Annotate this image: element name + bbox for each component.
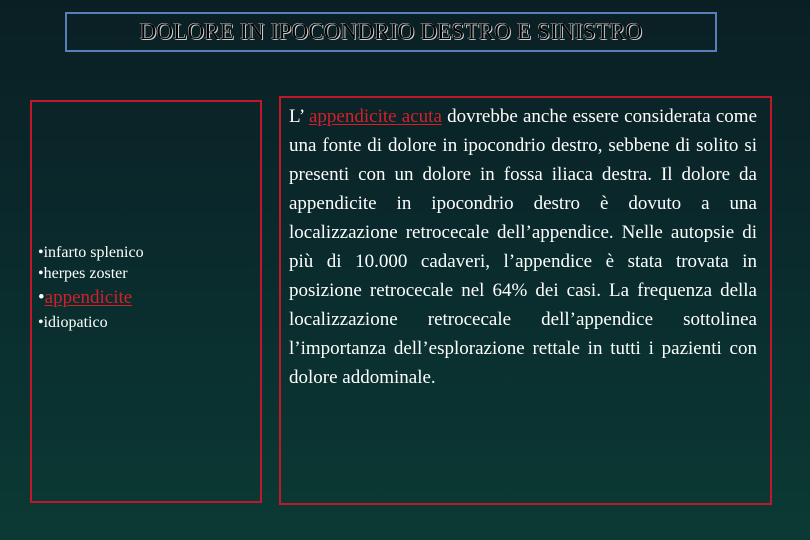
causes-box: [30, 100, 262, 503]
cause-label: herpes zoster: [43, 265, 128, 282]
term-appendicite: appendicite: [309, 106, 397, 127]
description-box: [279, 96, 772, 505]
cause-item-appendicite: [38, 284, 144, 312]
bullet-icon: •: [38, 265, 44, 282]
bullet-icon: •: [38, 244, 44, 261]
cause-item-idiopatico: [38, 312, 144, 333]
cause-item-herpes-zoster: [38, 263, 144, 284]
description-prefix: L’: [289, 106, 309, 127]
slide-title: DOLORE IN IPOCONDRIO DESTRO E SINISTRO: [139, 19, 643, 44]
title-box: [65, 12, 717, 52]
bullet-icon: •: [38, 287, 45, 308]
cause-label: appendicite: [44, 287, 133, 308]
cause-label: infarto splenico: [43, 244, 144, 261]
term-acuta: acuta: [401, 106, 442, 127]
description-body: dovrebbe anche essere considerata come una fonte di dolore in ipocondrio destro, sebbene di solito si presenti con un dolore in fossa iliaca destra. Il dolore da appendicite in ipocondrio destro è dovuto a una localizzazione retrocecale dell’appendice. Nelle autopsie di più di 10.000 cadaveri, l’appendice è stata trovata in posizione retrocecale nel 64% dei casi. La frequenza della localizzazione retrocecale dell’appendice sottolinea l’importanza dell’esplorazione rettale in tutti i pazienti con dolore addominale.: [289, 106, 757, 388]
bullet-icon: •: [38, 314, 44, 331]
cause-label: idiopatico: [43, 314, 108, 331]
description-text: [289, 102, 757, 392]
causes-list: [38, 242, 144, 333]
cause-item-infarto-splenico: [38, 242, 144, 263]
